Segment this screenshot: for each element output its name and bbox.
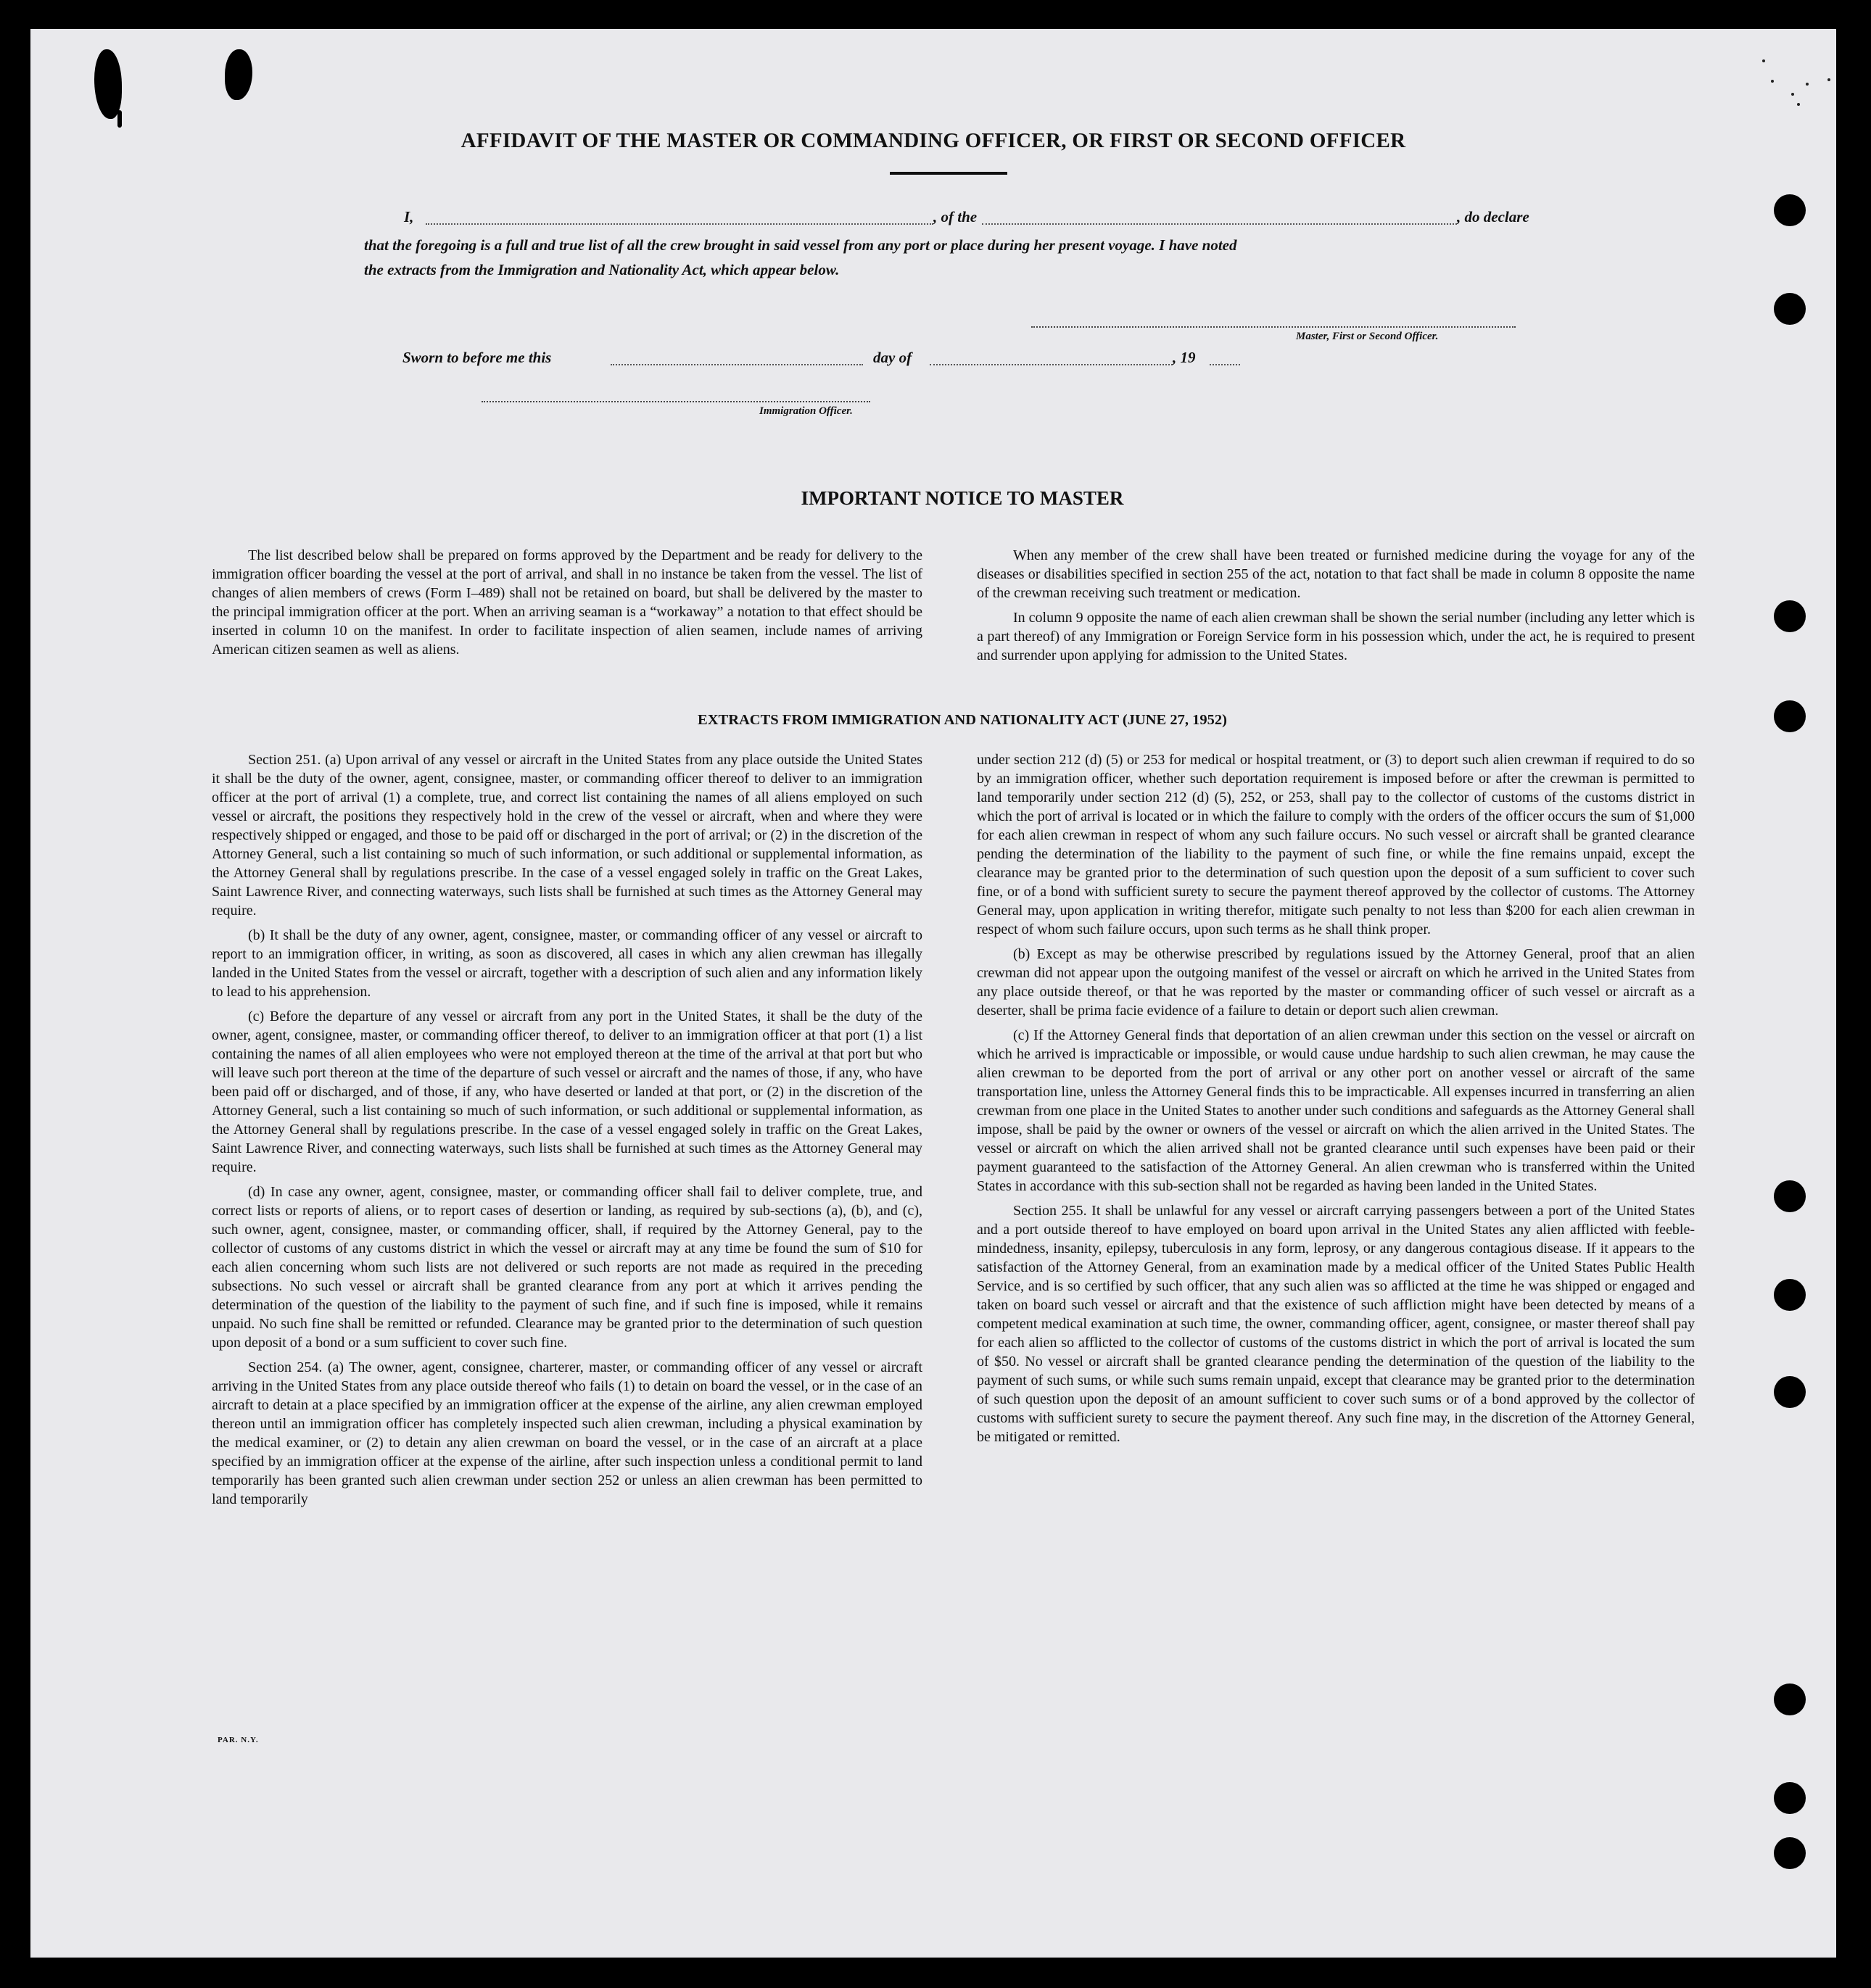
ink-blot-tail — [117, 110, 122, 128]
vessel-field-line[interactable] — [982, 223, 1457, 225]
section-254-a-continued: under section 212 (d) (5) or 253 for medical or hospital treatment, or (3) to deport such alien crewman if required to do so by an immigration officer, whether such deportation requirement is imposed before or after the crewman is permitted to land temporarily under section 212 (d) (5), 252, or 253, shall pay to the collector of customs of the customs district in which the port of arrival is located or in which the failure to comply with the orders of the officer occurs the sum of $1,000 for each alien crewman in respect of whom any such failure occurs. No such vessel or aircraft shall be granted clearance pending the determination of the liability to the payment of such fine, or while the fine remains unpaid, except the clearance may be granted prior to the determination of such question upon the deposit of a sum sufficient to cover such fine, or of a bond with sufficient surety to secure the payment thereof approved by the collector of customs. The Attorney General may, upon application in writing therefor, mitigate such penalty to not less than $200 for each alien crewman in respect of whom such failure occurs, upon such terms as he shall think proper. — [977, 752, 1695, 937]
immigration-officer-signature-line[interactable] — [482, 401, 870, 402]
declaration-i-label: I, — [404, 208, 414, 225]
binder-hole — [1774, 194, 1806, 226]
sworn-month-field-line[interactable] — [930, 364, 1173, 365]
speck — [1806, 83, 1809, 86]
binder-hole — [1774, 1279, 1806, 1311]
ink-blot-left — [94, 49, 122, 119]
affidavit-title: AFFIDAVIT OF THE MASTER OR COMMANDING OFFICER, OR FIRST OR SECOND OFFICER — [460, 129, 1406, 152]
sworn-day-field-line[interactable] — [611, 364, 863, 365]
notice-left-column — [212, 546, 922, 665]
sworn-year-field-line[interactable] — [1210, 364, 1240, 365]
notice-heading: IMPORTANT NOTICE TO MASTER — [801, 487, 1124, 509]
binder-hole — [1774, 1683, 1806, 1715]
speck — [1791, 93, 1794, 96]
master-signature-line[interactable] — [1031, 326, 1516, 328]
notice-paragraph: The list described below shall be prepared on forms approved by the Department and be ready for delivery to the immigration officer boarding the vessel at the port of arrival, and shall in no instance be taken from the vessel. The list of changes of alien members of crews (Form I–489) shall not be retained on board, but shall be delivered by the master to the principal immigration officer at the port. When an arriving seaman is a “workaway” a notation to that effect should be inserted in column 10 on the manifest. In order to facilitate inspection of alien seamen, include names of arriving American citizen seamen as well as aliens. — [212, 547, 922, 658]
sworn-day-of-label: day of — [873, 349, 912, 366]
section-254-b: (b) Except as may be otherwise prescribed by regulations issued by the Attorney General, proof that an alien crewman did not appear upon the outgoing manifest of the vessel or aircraft on which he arrived in the United States from any place outside thereof, or that he was reported by the master or commanding officer of such vessel or aircraft as a deserter, shall be prima facie evidence of a failure to detain or deport such alien crewman. — [977, 946, 1695, 1019]
binder-hole — [1774, 1782, 1806, 1814]
sworn-prefix-label: Sworn to before me this — [402, 349, 552, 366]
speck — [1827, 78, 1830, 81]
section-255: Section 255. It shall be unlawful for any vessel or aircraft carrying passengers between a port of the United States and a port outside thereof to have employed on board upon arrival in the United States any alien afflicted with feeble-mindedness, insanity, epilepsy, tuberculosis in any form, leprosy, or any dangerous contagious disease. If it appears to the satisfaction of the Attorney General, from an examination made by a medical officer of the United States Public Health Service, and is so certified by such officer, that any such alien was so afflicted at the time he was shipped or engaged and taken on board such vessel or aircraft and that the existence of such affliction might have been detected by means of a competent medical examination at such time, the owner, commanding officer, agent, consignee, or master thereof shall pay for each alien so afflicted to the collector of customs of the customs district in which the port of arrival is located the sum of $50. No vessel or aircraft shall be granted clearance pending the determination of the question of the liability to the payment of such sums, or while such sums remain unpaid, except that clearance may be granted prior to the determination of such question upon the deposit of an amount sufficient to cover such sums or of a bond approved by the collector of customs with sufficient surety to secure the payment thereof. Any such fine may, in the discretion of the Attorney General, be mitigated or remitted. — [977, 1203, 1695, 1445]
master-signature-caption: Master, First or Second Officer. — [1296, 331, 1439, 342]
binder-hole — [1774, 293, 1806, 325]
section-251-a: Section 251. (a) Upon arrival of any vessel or aircraft in the United States from any place outside the United States it shall be the duty of the owner, agent, consignee, master, or commanding officer thereof to deliver to an immigration officer at the port of arrival (1) a complete, true, and correct list containing the names of all aliens employed on such vessel or aircraft, the positions they respectively hold in the crew of the vessel or aircraft, when and where they were respectively shipped or engaged, and those to be paid off or discharged in the port of arrival; or (2) in the discretion of the Attorney General, such a list containing so much of such information, or such additional or supplemental information, as the Attorney General shall by regulations prescribe. In the case of a vessel engaged solely in traffic on the Great Lakes, Saint Lawrence River, and connecting waterways, such lists shall be furnished at such times as the Attorney General may require. — [212, 752, 922, 919]
notice-paragraph: In column 9 opposite the name of each alien crewman shall be shown the serial number (including any letter which is a part thereof) of any Immigration or Foreign Service form in his possession which, under the act, he is required to present and surrender upon applying for admission to the United States. — [977, 610, 1695, 663]
notice-right-column — [977, 546, 1695, 671]
section-251-b: (b) It shall be the duty of any owner, agent, consignee, master, or commanding officer of any vessel or aircraft to report to an immigration officer, in writing, as soon as discovered, all cases in which any alien crewman has illegally landed in the United States from the vessel or aircraft, together with a description of such alien and any information likely to lead to his apprehension. — [212, 927, 922, 1000]
section-251-d: (d) In case any owner, agent, consignee, master, or commanding officer shall fail to deliver complete, true, and correct lists or reports of aliens, or to report cases of desertion or landing, as required by sub-sections (a), (b), and (c), such owner, agent, consignee, master, or commanding officer, shall, if required by the Attorney General, pay to the collector of customs of any customs district in which the vessel or aircraft may at any time be found the sum of $10 for each alien concerning whom such lists are not delivered or such reports are not made as required in the preceding subsections. No such vessel or aircraft shall be granted clearance from any port at which it arrives pending the determination of the question of the liability to the payment of such fine, and if such fine is imposed, while it remains unpaid. No such fine shall be remitted or refunded. Clearance may be granted prior to the determination of such question upon deposit of a bond or a sum sufficient to cover such fine. — [212, 1184, 922, 1351]
binder-hole — [1774, 1180, 1806, 1212]
sworn-year-label: , 19 — [1173, 349, 1196, 366]
binder-hole — [1774, 600, 1806, 632]
immigration-officer-caption: Immigration Officer. — [759, 405, 853, 417]
binder-hole — [1774, 1837, 1806, 1869]
printer-mark: PAR. N.Y. — [218, 1736, 259, 1744]
statement-line-2: the extracts from the Immigration and Nationality Act, which appear below. — [364, 261, 840, 278]
speck — [1762, 59, 1765, 62]
notice-paragraph: When any member of the crew shall have been treated or furnished medicine during the voyage for any of the diseases or disabilities specified in section 255 of the act, notation to that fact shall be made in column 8 opposite the name of the crewman receiving such treatment or medication. — [977, 547, 1695, 601]
section-254-a: Section 254. (a) The owner, agent, consignee, charterer, master, or commanding officer of any vessel or aircraft arriving in the United States from any place outside thereof who fails (1) to detain on board the vessel, or in the case of an aircraft to detain at a place specified by an immigration officer at the expense of the airline, any alien crewman employed thereon until an immigration officer has completely inspected such alien crewman, including a physical examination by the medical examiner, or (2) to detain any alien crewman on board the vessel, or in the case of an aircraft at a place specified by an immigration officer at the expense of the airline, after such inspection unless a conditional permit to land temporarily has been granted such alien crewman under section 252 or unless an alien crewman has been permitted to land temporarily — [212, 1359, 922, 1507]
extracts-heading: EXTRACTS FROM IMMIGRATION AND NATIONALITY ACT (JUNE 27, 1952) — [698, 712, 1227, 728]
declaration-of-the-label: , of the — [933, 208, 978, 225]
extracts-right-column — [977, 750, 1695, 1452]
binder-hole — [1774, 1376, 1806, 1408]
section-254-c: (c) If the Attorney General finds that deportation of an alien crewman under this section on the vessel or aircraft on which he arrived is impracticable or impossible, or would cause undue hardship to such alien crewman, he may cause the alien crewman to be deported from the port of arrival or any other port on another vessel or aircraft of the same transportation line, unless the Attorney General finds this to be impracticable. All expenses incurred in transferring an alien crewman from one place in the United States to another under such conditions and safeguards as the Attorney General shall impose, shall be paid by the owner or owners of the vessel or aircraft on which the alien arrived in the United States. The vessel or aircraft on which the alien arrived shall not be granted clearance until such expenses have been paid or their payment guaranteed to the satisfaction of the Attorney General. An alien crewman who is transferred within the United States in accordance with this sub-section shall not be regarded as having been landed in the United States. — [977, 1027, 1695, 1194]
section-251-c: (c) Before the departure of any vessel or aircraft from any port in the United States, it shall be the duty of the owner, agent, consignee, master, or commanding officer thereof, to deliver to an immigration officer at that port (1) a list containing the names of all alien employees who were not employed thereon at the time of the arrival at that port but who will leave such port thereon at the time of the departure of such vessel or aircraft and the names of those, if any, who have been paid off or discharged, and of those, if any, who have deserted or landed at that port, or (2) in the discretion of the Attorney General, such a list containing so much of such information, or such additional or supplemental information, as the Attorney General shall by regulations prescribe. In the case of a vessel engaged solely in traffic on the Great Lakes, Saint Lawrence River, and connecting waterways, such lists shall be furnished at such times as the Attorney General may require. — [212, 1009, 922, 1175]
speck — [1771, 80, 1774, 83]
declaration-do-declare-label: , do declare — [1457, 208, 1529, 225]
name-field-line[interactable] — [426, 223, 933, 225]
title-divider — [890, 172, 1007, 175]
ink-blot-right — [225, 49, 252, 100]
speck — [1797, 103, 1800, 106]
document-page — [30, 29, 1836, 1958]
statement-line-1: that the foregoing is a full and true list of all the crew brought in said vessel from any port or place during her present voyage. I have noted — [364, 236, 1237, 254]
extracts-left-column — [212, 750, 922, 1515]
